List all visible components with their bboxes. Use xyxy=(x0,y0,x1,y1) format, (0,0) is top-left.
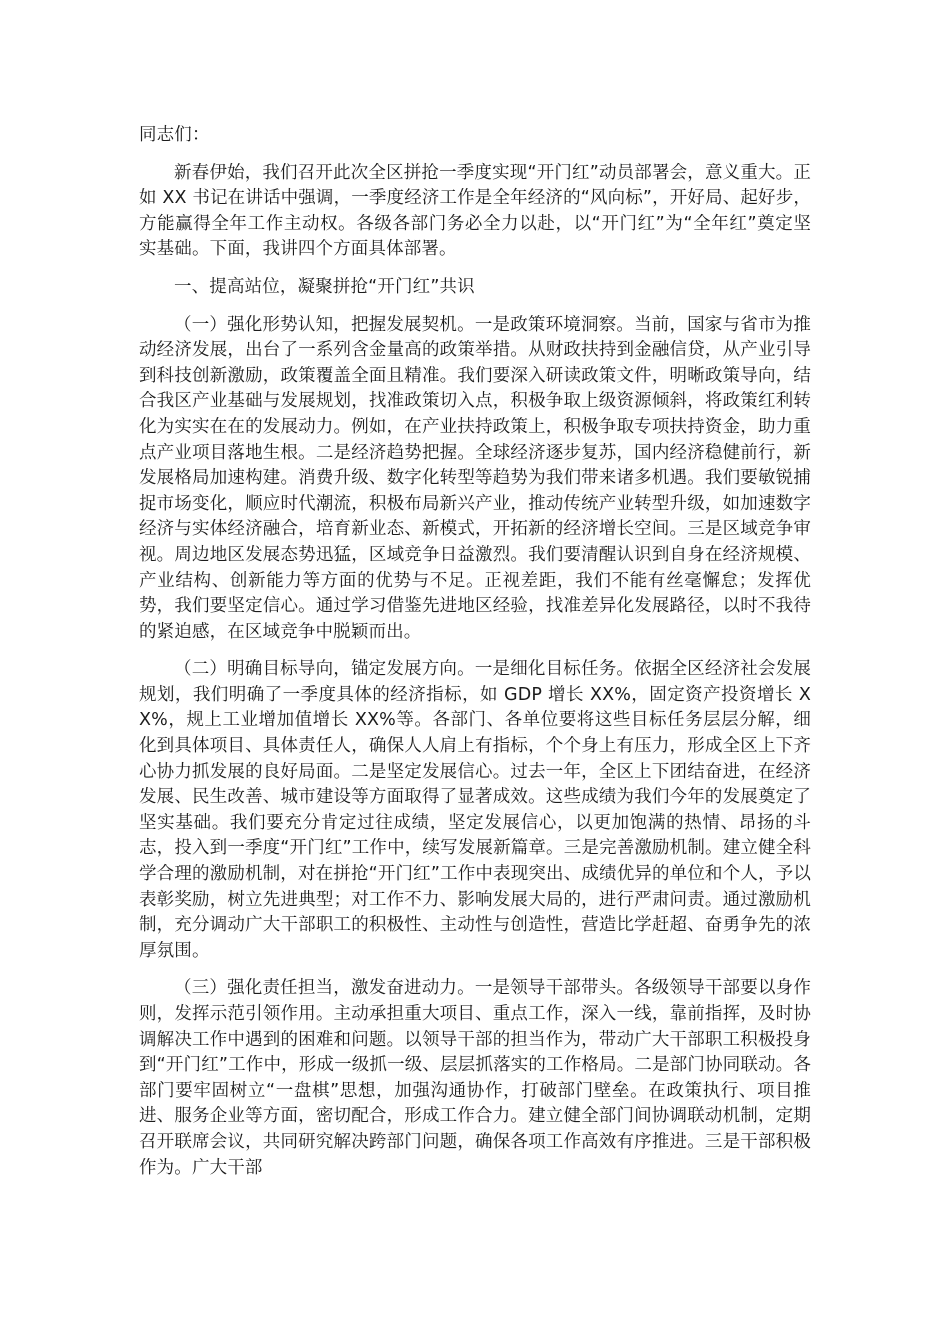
salutation: 同志们： xyxy=(139,125,210,145)
body-paragraph-2: （二）明确目标导向，锚定发展方向。一是细化目标任务。依据全区经济社会发展规划，我们明确了一季度具体的经济指标，如 GDP 增长 XX%，固定资产投资增长 XX%，规上工业增加值增长 XX%等。各部门、各单位要将这些目标任务层层分解，细化到具体项目、具体责任人，确保人人肩上有指标，个个身上有压力，形成全区上下齐心协力抓发展的良好局面。二是坚定发展信心。过去一年，全区上下团结奋进，在经济发展、民生改善、城市建设等方面取得了显著成效。这些成绩为我们今年的发展奠定了坚实基础。我们要充分肯定过往成绩，坚定发展信心，以更加饱满的热情、昂扬的斗志，投入到一季度“开门红”工作中，续写发展新篇章。三是完善激励机制。建立健全科学合理的激励机制，对在拼抢“开门红”工作中表现突出、成绩优异的单位和个人，予以表彰奖励，树立先进典型；对工作不力、影响发展大局的，进行严肃问责。通过激励机制，充分调动广大干部职工的积极性、主动性与创造性，营造比学赶超、奋勇争先的浓厚氛围。 xyxy=(139,659,811,961)
section-heading-1: 一、提高站位，凝聚拼抢“开门红”共识 xyxy=(174,276,475,297)
document-body xyxy=(139,123,811,1193)
body-paragraph-1: （一）强化形势认知，把握发展契机。一是政策环境洞察。当前，国家与省市为推动经济发展，出台了一系列含金量高的政策举措。从财政扶持到金融信贷，从产业引导到科技创新激励，政策覆盖全面且精准。我们要深入研读政策文件，明晰政策导向，结合我区产业基础与发展规划，找准政策切入点，积极争取上级资源倾斜，将政策红利转化为实实在在的发展动力。例如，在产业扶持政策上，积极争取专项扶持资金，助力重点产业项目落地生根。二是经济趋势把握。全球经济逐步复苏，国内经济稳健前行，新发展格局加速构建。消费升级、数字化转型等趋势为我们带来诸多机遇。我们要敏锐捕捉市场变化，顺应时代潮流，积极布局新兴产业，推动传统产业转型升级，如加速数字经济与实体经济融合，培育新业态、新模式，开拓新的经济增长空间。三是区域竞争审视。周边地区发展态势迅猛，区域竞争日益激烈。我们要清醒认识到自身在经济规模、产业结构、创新能力等方面的优势与不足。正视差距，我们不能有丝毫懈怠；发挥优势，我们要坚定信心。通过学习借鉴先进地区经验，找准差异化发展路径，以时不我待的紧迫感，在区域竞争中脱颖而出。 xyxy=(139,314,811,642)
intro-paragraph: 新春伊始，我们召开此次全区拼抢一季度实现“开门红”动员部署会，意义重大。正如 XX 书记在讲话中强调，一季度经济工作是全年经济的“风向标”，开好局、起好步，方能赢得全年工作主动权。各级各部门务必全力以赴，以“开门红”为“全年红”奠定坚实基础。下面，我讲四个方面具体部署。 xyxy=(139,162,811,260)
body-paragraph-3: （三）强化责任担当，激发奋进动力。一是领导干部带头。各级领导干部要以身作则，发挥示范引领作用。主动承担重大项目、重点工作，深入一线，靠前指挥，及时协调解决工作中遇到的困难和问题。以领导干部的担当作为，带动广大干部职工积极投身到“开门红”工作中，形成一级抓一级、层层抓落实的工作格局。二是部门协同联动。各部门要牢固树立“一盘棋”思想，加强沟通协作，打破部门壁垒。在政策执行、项目推进、服务企业等方面，密切配合，形成工作合力。建立健全部门间协调联动机制，定期召开联席会议，共同研究解决跨部门问题，确保各项工作高效有序推进。三是干部积极作为。广大干部 xyxy=(139,978,811,1178)
